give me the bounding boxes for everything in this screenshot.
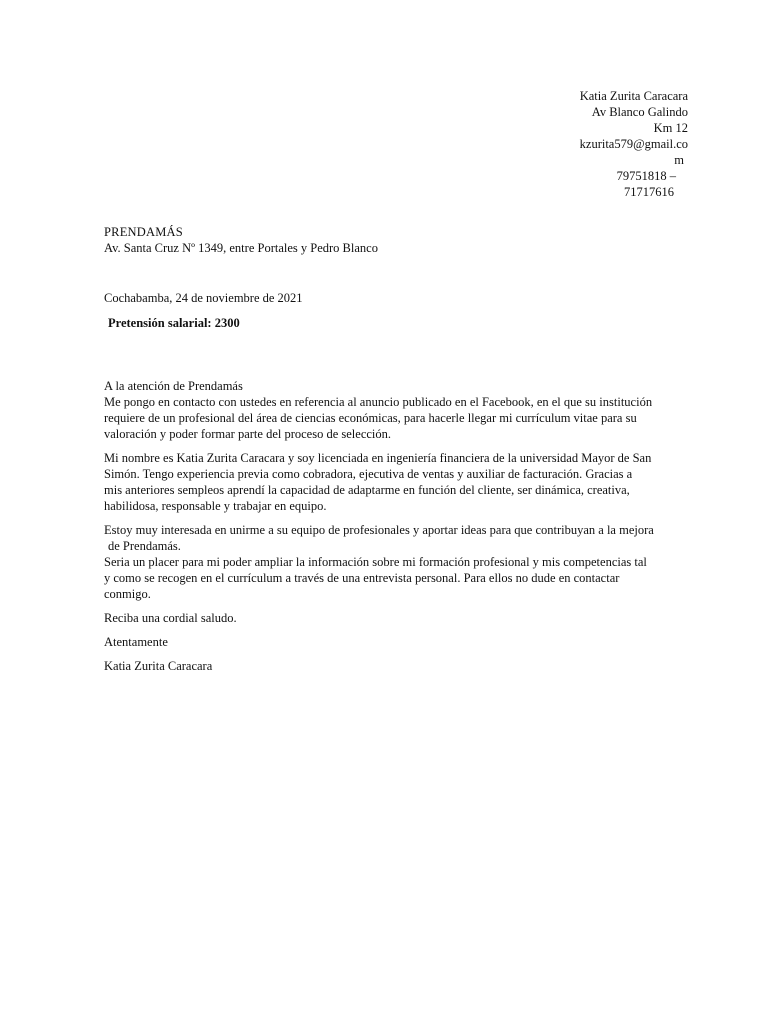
paragraph-1-line-1: Me pongo en contacto con ustedes en referencia al anuncio publicado en el Facebook, en el que su institución bbox=[104, 395, 653, 409]
paragraph-2-line-2: Simón. Tengo experiencia previa como cobradora, ejecutiva de ventas y auxiliar de facturación. Gracias a bbox=[104, 467, 633, 481]
paragraph-3-line-5: conmigo. bbox=[104, 587, 151, 601]
recipient-address: Av. Santa Cruz Nº 1349, entre Portales y Pedro Blanco bbox=[104, 241, 378, 255]
closing-line: Reciba una cordial saludo. bbox=[104, 611, 237, 625]
paragraph-3-line-3: Seria un placer para mi poder ampliar la información sobre mi formación profesional y mis competencias tal bbox=[104, 555, 647, 569]
recipient-block bbox=[104, 224, 378, 256]
recipient-company: PRENDAMÁS bbox=[104, 225, 183, 239]
sender-address-line2: Km 12 bbox=[653, 121, 688, 135]
sender-phone-part2: 71717616 bbox=[624, 185, 674, 199]
signoff-line: Atentamente bbox=[104, 635, 168, 649]
sender-block bbox=[566, 88, 688, 200]
signature-line: Katia Zurita Caracara bbox=[104, 659, 213, 673]
date-line: Cochabamba, 24 de noviembre de 2021 bbox=[104, 291, 303, 305]
paragraph-2-line-3: mis anteriores sempleos aprendí la capacidad de adaptarme en función del cliente, ser dinámica, creativa, bbox=[104, 483, 630, 497]
paragraph-2-line-4: habilidosa, responsable y trabajar en equipo. bbox=[104, 499, 327, 513]
paragraph-1-line-3: valoración y poder formar parte del proceso de selección. bbox=[104, 427, 392, 441]
salary-line: Pretensión salarial: 2300 bbox=[108, 316, 240, 330]
paragraph-1 bbox=[104, 394, 674, 442]
sender-email-part2: m bbox=[674, 153, 684, 167]
paragraph-3 bbox=[104, 522, 674, 602]
paragraph-3-line-1: Estoy muy interesada en unirme a su equipo de profesionales y aportar ideas para que contribuyan a la mejora bbox=[104, 523, 654, 537]
attention-line: A la atención de Prendamás bbox=[104, 379, 243, 393]
sender-phone-part1: 79751818 – bbox=[616, 169, 676, 183]
paragraph-2 bbox=[104, 450, 674, 514]
paragraph-3-line-4: y como se recogen en el currículum a través de una entrevista personal. Para ellos no dude en contactar bbox=[104, 571, 620, 585]
letter-body bbox=[104, 378, 674, 682]
sender-email-part1: kzurita579@gmail.co bbox=[579, 137, 688, 151]
sender-name: Katia Zurita Caracara bbox=[579, 89, 688, 103]
sender-address-line1: Av Blanco Galindo bbox=[591, 105, 688, 119]
paragraph-3-line-2: de Prendamás. bbox=[108, 539, 181, 553]
paragraph-1-line-2: requiere de un profesional del área de ciencias económicas, para hacerle llegar mi currículum vitae para su bbox=[104, 411, 637, 425]
paragraph-2-line-1: Mi nombre es Katia Zurita Caracara y soy licenciada en ingeniería financiera de la universidad Mayor de San bbox=[104, 451, 652, 465]
